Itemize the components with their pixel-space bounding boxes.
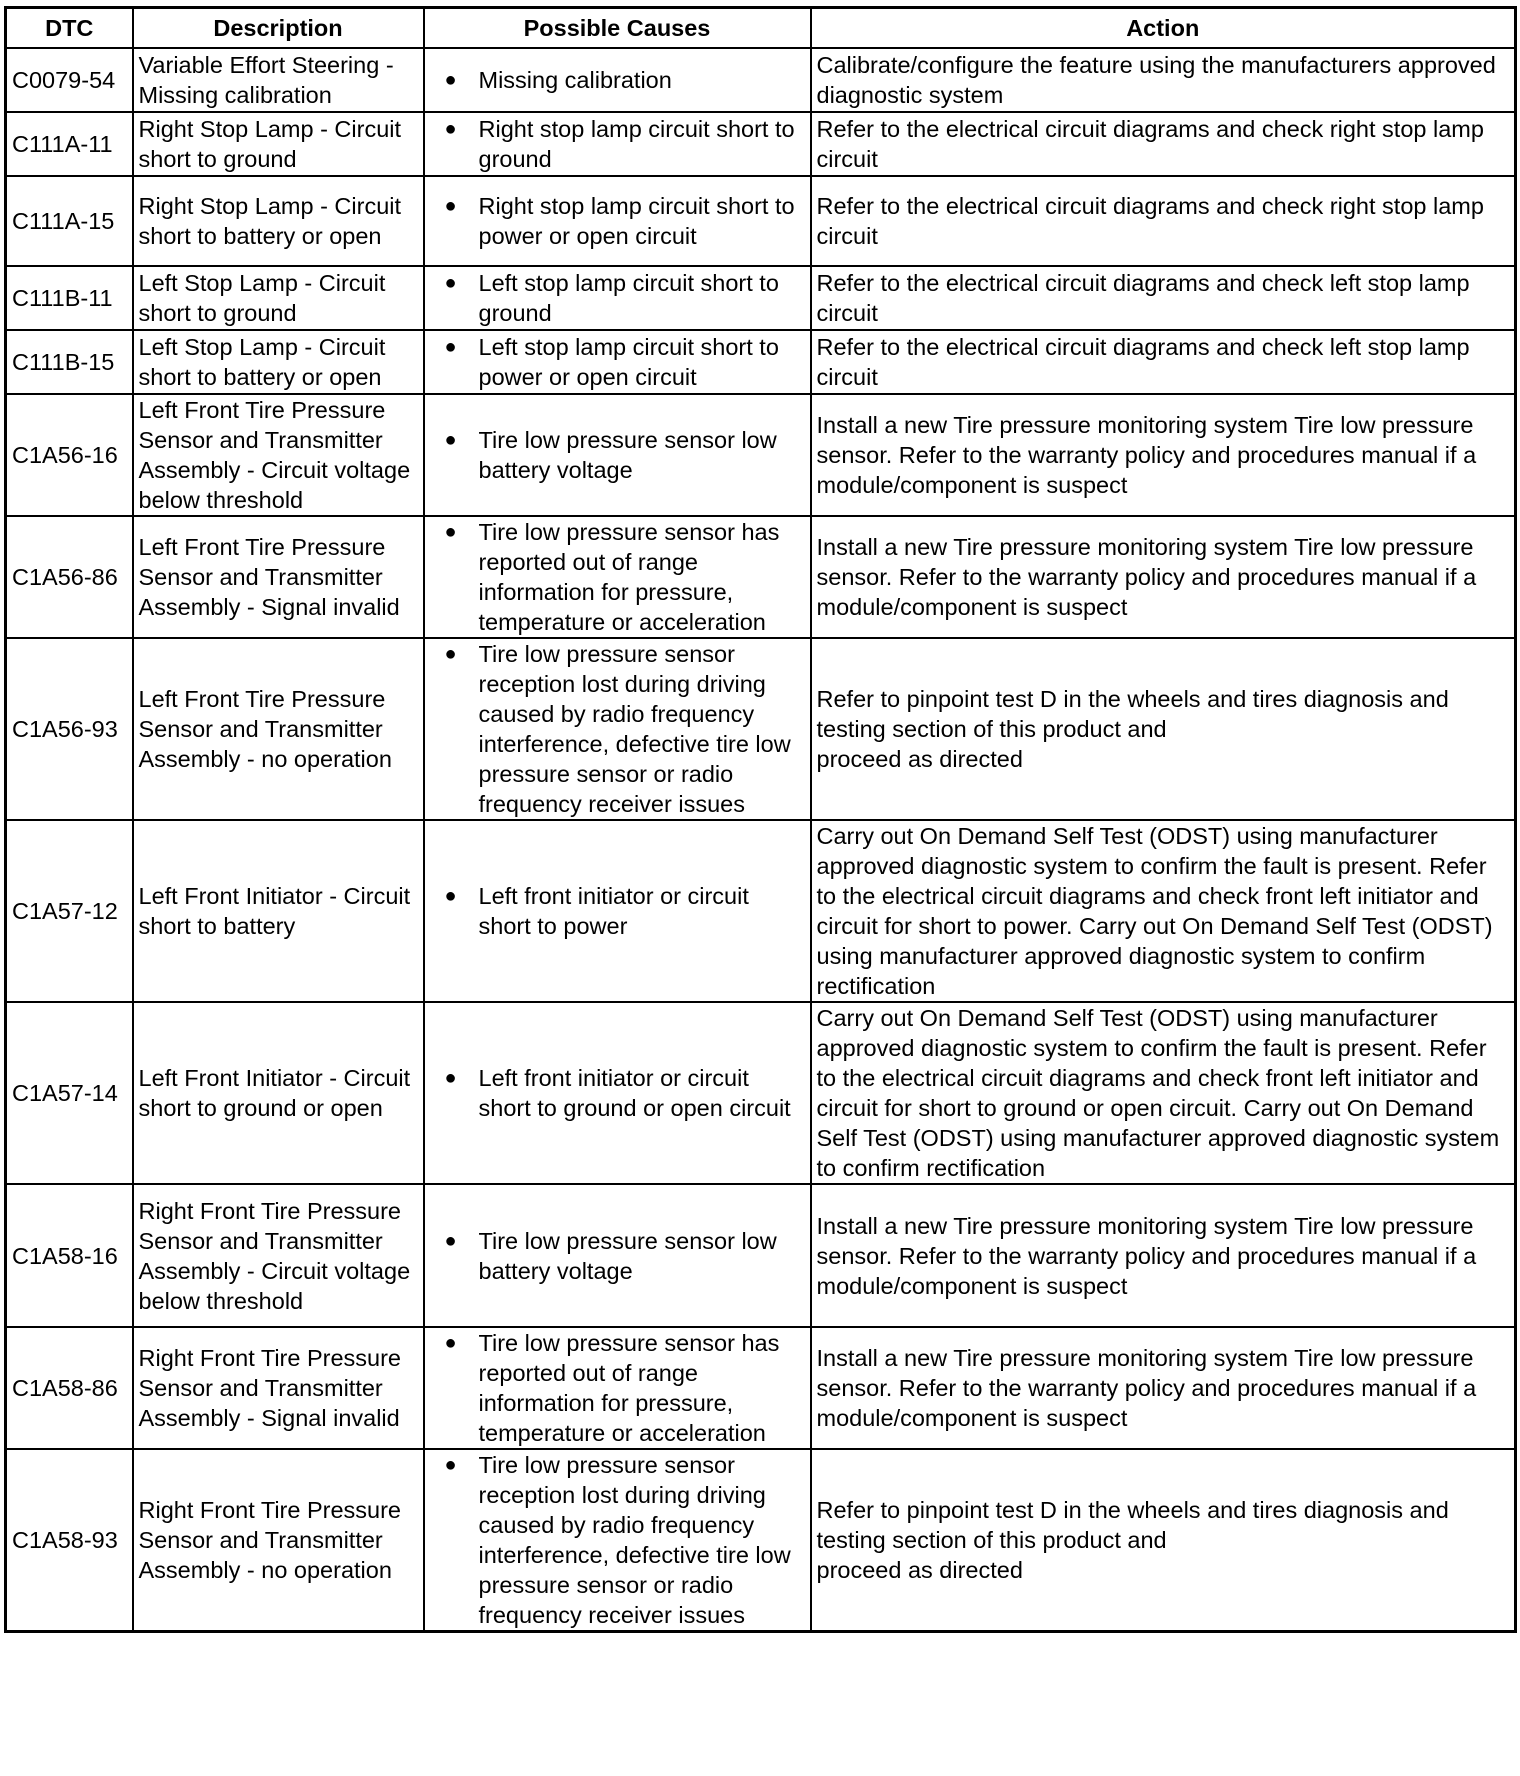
cell-action: Install a new Tire pressure monitoring system Tire low pressure sensor. Refer to the warranty policy and procedures manual if a module/component is suspect (811, 516, 1516, 638)
cause-text: Right stop lamp circuit short to power or open circuit (478, 193, 795, 249)
bullet-icon: ● (444, 1332, 457, 1354)
cause-list-item (445, 332, 804, 392)
cause-list-item (445, 1450, 804, 1630)
table-row (6, 48, 1516, 112)
cause-text: Tire low pressure sensor has reported out of range information for pressure, temperature or acceleration (478, 519, 780, 635)
bullet-icon: ● (444, 195, 457, 217)
table-row (6, 1449, 1516, 1632)
cell-action: Carry out On Demand Self Test (ODST) using manufacturer approved diagnostic system to confirm the fault is present. Refer to the electrical circuit diagrams and check front left initiator and circuit for short to power. Carry out On Demand Self Test (ODST) using manufacturer approved diagnostic system to confirm rectification (811, 820, 1516, 1002)
cell-description: Right Stop Lamp - Circuit short to ground (133, 112, 424, 176)
cell-dtc-code: C1A56-86 (6, 516, 133, 638)
cause-list-item (445, 1063, 804, 1123)
cause-list-item (445, 65, 804, 95)
bullet-icon: ● (444, 643, 457, 665)
cell-possible-causes (424, 638, 811, 820)
table-header-row (6, 8, 1516, 49)
bullet-icon: ● (444, 521, 457, 543)
cell-dtc-code: C1A57-12 (6, 820, 133, 1002)
cause-text: Missing calibration (478, 67, 672, 93)
table-row (6, 330, 1516, 394)
cause-list-item (445, 268, 804, 328)
cell-possible-causes (424, 394, 811, 516)
header-action: Action (811, 8, 1516, 49)
table-row (6, 394, 1516, 516)
cause-text: Left front initiator or circuit short to power (478, 883, 749, 939)
bullet-icon: ● (444, 118, 457, 140)
cell-possible-causes (424, 1184, 811, 1327)
cell-description: Variable Effort Steering - Missing calibration (133, 48, 424, 112)
cell-description: Left Front Initiator - Circuit short to ground or open (133, 1002, 424, 1184)
bullet-icon: ● (444, 69, 457, 91)
cell-dtc-code: C1A58-86 (6, 1327, 133, 1449)
cell-description: Left Stop Lamp - Circuit short to ground (133, 266, 424, 330)
cell-description: Left Front Tire Pressure Sensor and Transmitter Assembly - Signal invalid (133, 516, 424, 638)
header-possible-causes: Possible Causes (424, 8, 811, 49)
cell-action: Refer to pinpoint test D in the wheels and tires diagnosis and testing section of this product and proceed as directed (811, 1449, 1516, 1632)
cell-description: Left Front Tire Pressure Sensor and Transmitter Assembly - Circuit voltage below threshold (133, 394, 424, 516)
cell-possible-causes (424, 176, 811, 266)
cell-dtc-code: C111A-15 (6, 176, 133, 266)
cell-action: Refer to the electrical circuit diagrams and check left stop lamp circuit (811, 330, 1516, 394)
cell-dtc-code: C1A56-93 (6, 638, 133, 820)
cell-dtc-code: C0079-54 (6, 48, 133, 112)
cell-possible-causes (424, 330, 811, 394)
table-body (6, 48, 1516, 1632)
cause-text: Left front initiator or circuit short to ground or open circuit (478, 1065, 791, 1121)
table-row (6, 1327, 1516, 1449)
cause-list-item (445, 191, 804, 251)
cause-text: Right stop lamp circuit short to ground (478, 116, 795, 172)
cell-possible-causes (424, 1002, 811, 1184)
cell-possible-causes (424, 820, 811, 1002)
bullet-icon: ● (444, 1229, 457, 1252)
cell-possible-causes (424, 48, 811, 112)
cause-list-item (445, 517, 804, 637)
cell-dtc-code: C1A57-14 (6, 1002, 133, 1184)
bullet-icon: ● (444, 336, 457, 358)
cause-list-item (445, 639, 804, 819)
table-row (6, 266, 1516, 330)
cause-text: Tire low pressure sensor reception lost during driving caused by radio frequency interference, defective tire low pressure sensor or radio frequency receiver issues (478, 1452, 791, 1628)
cell-possible-causes (424, 516, 811, 638)
cell-action: Calibrate/configure the feature using the manufacturers approved diagnostic system (811, 48, 1516, 112)
cell-possible-causes (424, 266, 811, 330)
dtc-table (4, 6, 1517, 1633)
cell-description: Right Stop Lamp - Circuit short to battery or open (133, 176, 424, 266)
table-row (6, 1184, 1516, 1327)
cause-text: Tire low pressure sensor low battery voltage (478, 427, 777, 483)
cell-action: Refer to the electrical circuit diagrams and check right stop lamp circuit (811, 112, 1516, 176)
cell-possible-causes (424, 1449, 811, 1632)
bullet-icon: ● (444, 272, 457, 294)
cell-description: Right Front Tire Pressure Sensor and Transmitter Assembly - no operation (133, 1449, 424, 1632)
cause-list-item (445, 1328, 804, 1448)
cell-possible-causes (424, 112, 811, 176)
cell-description: Right Front Tire Pressure Sensor and Transmitter Assembly - Circuit voltage below threshold (133, 1184, 424, 1327)
table-row (6, 176, 1516, 266)
cell-description: Left Stop Lamp - Circuit short to battery or open (133, 330, 424, 394)
table-row (6, 1002, 1516, 1184)
cause-list-item (445, 425, 804, 485)
cause-list-item (445, 114, 804, 174)
table-row (6, 820, 1516, 1002)
cell-description: Left Front Tire Pressure Sensor and Transmitter Assembly - no operation (133, 638, 424, 820)
cell-description: Right Front Tire Pressure Sensor and Transmitter Assembly - Signal invalid (133, 1327, 424, 1449)
cell-dtc-code: C1A58-93 (6, 1449, 133, 1632)
cell-dtc-code: C1A58-16 (6, 1184, 133, 1327)
cell-action: Install a new Tire pressure monitoring system Tire low pressure sensor. Refer to the warranty policy and procedures manual if a module/component is suspect (811, 394, 1516, 516)
cause-text: Tire low pressure sensor has reported out of range information for pressure, temperature or acceleration (478, 1330, 780, 1446)
bullet-icon: ● (444, 1067, 457, 1089)
cause-text: Left stop lamp circuit short to power or open circuit (478, 334, 779, 390)
cause-text: Tire low pressure sensor reception lost during driving caused by radio frequency interference, defective tire low pressure sensor or radio frequency receiver issues (478, 641, 791, 817)
cell-action: Install a new Tire pressure monitoring system Tire low pressure sensor. Refer to the warranty policy and procedures manual if a module/component is suspect (811, 1184, 1516, 1327)
table-row (6, 638, 1516, 820)
bullet-icon: ● (444, 885, 457, 907)
table-row (6, 516, 1516, 638)
cause-list-item (445, 881, 804, 941)
bullet-icon: ● (444, 1454, 457, 1476)
cell-dtc-code: C1A56-16 (6, 394, 133, 516)
cell-dtc-code: C111B-11 (6, 266, 133, 330)
header-description: Description (133, 8, 424, 49)
cell-action: Refer to the electrical circuit diagrams and check right stop lamp circuit (811, 176, 1516, 266)
header-dtc: DTC (6, 8, 133, 49)
cause-list-item (445, 1226, 804, 1286)
table-row (6, 112, 1516, 176)
cause-text: Left stop lamp circuit short to ground (478, 270, 779, 326)
cell-description: Left Front Initiator - Circuit short to battery (133, 820, 424, 1002)
cell-dtc-code: C111B-15 (6, 330, 133, 394)
cell-action: Refer to pinpoint test D in the wheels and tires diagnosis and testing section of this product and proceed as directed (811, 638, 1516, 820)
bullet-icon: ● (444, 429, 457, 451)
cell-action: Install a new Tire pressure monitoring system Tire low pressure sensor. Refer to the warranty policy and procedures manual if a module/component is suspect (811, 1327, 1516, 1449)
cell-action: Carry out On Demand Self Test (ODST) using manufacturer approved diagnostic system to confirm the fault is present. Refer to the electrical circuit diagrams and check front left initiator and circuit for short to ground or open circuit. Carry out On Demand Self Test (ODST) using manufacturer approved diagnostic system to confirm rectification (811, 1002, 1516, 1184)
cause-text: Tire low pressure sensor low battery voltage (478, 1227, 777, 1284)
cell-dtc-code: C111A-11 (6, 112, 133, 176)
cell-action: Refer to the electrical circuit diagrams and check left stop lamp circuit (811, 266, 1516, 330)
dtc-table-page (4, 6, 1514, 1633)
cell-possible-causes (424, 1327, 811, 1449)
